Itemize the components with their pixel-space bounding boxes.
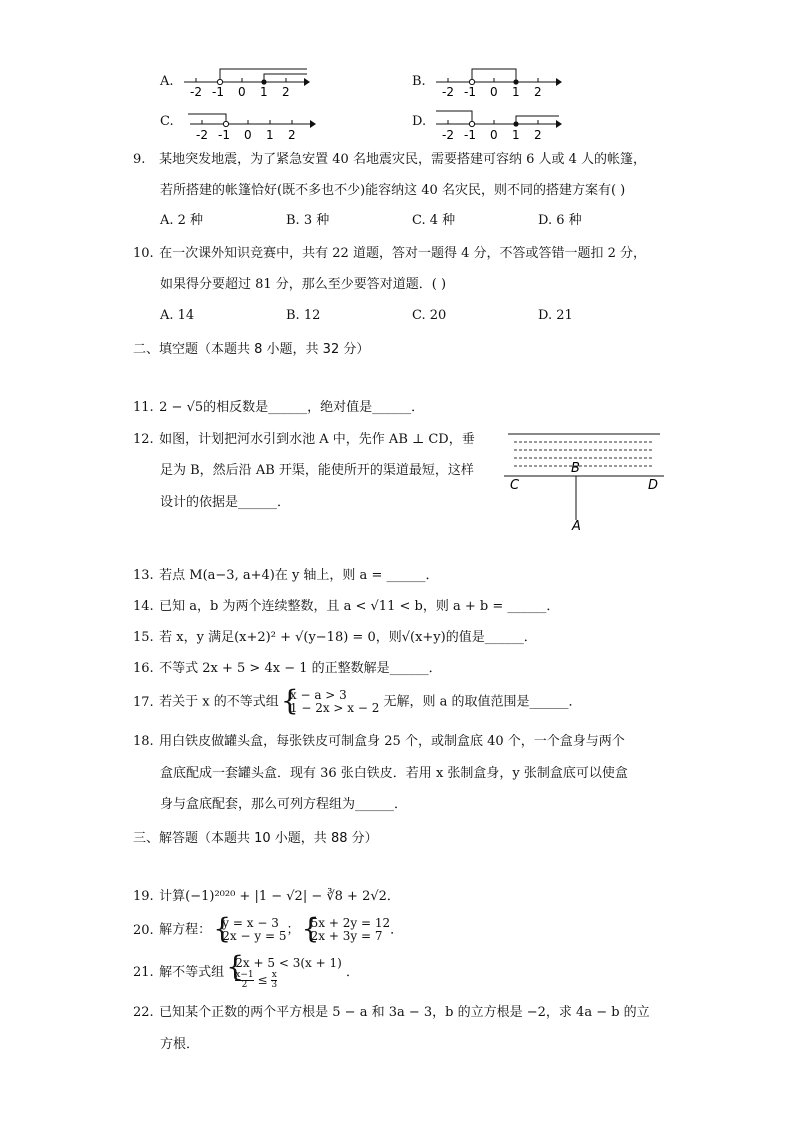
question-text: 如图，计划把河水引到水池 A 中，先作 AB ⊥ CD，垂 [159, 432, 475, 447]
question-number: 9. [133, 152, 146, 167]
question-number: 10. [133, 246, 154, 261]
question-number: 13. [133, 568, 154, 583]
system-line: 2x − y = 5 [222, 929, 287, 943]
question-16 [133, 660, 442, 678]
question-11 [133, 399, 424, 417]
tick-label: 1 [260, 85, 268, 99]
tick-label: 2 [534, 85, 542, 99]
option-label: D. [412, 114, 427, 129]
system-line: { 2x + 5 < 3(x + 1) [235, 956, 342, 970]
option-label: C. [160, 114, 174, 129]
question-text: 不等式 2x + 5 > 4x − 1 的正整数解是______． [159, 661, 442, 676]
tick-label: -2 [442, 128, 454, 142]
tick-label: -1 [464, 128, 476, 142]
question-19 [133, 888, 400, 906]
equation-system-1 [215, 917, 286, 943]
fraction [271, 971, 277, 990]
question-number: 12. [133, 432, 154, 447]
question-number: 19. [133, 889, 154, 904]
point-d-label: D [648, 478, 659, 493]
question-number: 18. [133, 734, 154, 749]
q10-option-a[interactable]: A. 14 [160, 308, 195, 323]
question-12 [133, 431, 475, 449]
question-text: 用白铁皮做罐头盒，每张铁皮可制盒身 25 个，或制盒底 40 个，一个盒身与两个 [159, 734, 625, 749]
question-text-pre: 若关于 x 的不等式组 [159, 694, 279, 710]
question-number: 14. [133, 599, 154, 614]
question-text-pre: 解方程： [159, 922, 212, 938]
system-line-2 [235, 971, 342, 990]
option-label: B. [412, 74, 426, 89]
q10-option-d[interactable]: D. 21 [538, 308, 573, 323]
tick-label: 1 [512, 85, 520, 99]
q10-option-b[interactable]: B. 12 [286, 308, 321, 323]
fraction-top: x [271, 970, 277, 980]
inequality-system [283, 689, 380, 715]
tick-label: -2 [442, 85, 454, 99]
system-line: 2x + 3y = 7 [310, 929, 383, 943]
le-sign: ≤ [257, 973, 268, 987]
equation-system-2 [304, 917, 390, 943]
fraction-bottom: 2 [241, 980, 248, 990]
number-line-d [434, 106, 584, 146]
question-9-line2: 若所搭建的帐篷恰好(既不多也不少)能容纳这 40 名灾民，则不同的搭建方案有( ) [160, 183, 626, 198]
q9-option-c[interactable]: C. 4 种 [412, 213, 456, 228]
q9-option-a[interactable]: A. 2 种 [160, 213, 204, 228]
question-9 [133, 151, 646, 169]
river-diagram [500, 428, 670, 533]
fraction-top: x−1 [235, 970, 254, 980]
point-b-label: B [571, 461, 580, 476]
question-text: 已知某个正数的两个平方根是 5 − a 和 3a − 3，b 的立方根是 −2，求 4a − b 的立 [159, 1005, 650, 1020]
inequality-system [228, 955, 342, 990]
number-line-b [434, 64, 584, 104]
question-12-line2: 足为 B，然后沿 AB 开渠，能使所开的渠道最短，这样 [160, 463, 474, 478]
question-text: 计算(−1)²⁰²⁰ + |1 − √2| − ∛8 + 2√2． [159, 889, 400, 904]
question-text-pre: 解不等式组 [159, 965, 225, 980]
number-line-a [182, 64, 332, 104]
tick-label: 2 [288, 128, 296, 142]
question-number: 17. [133, 694, 154, 710]
q9-option-d[interactable]: D. 6 种 [538, 213, 582, 228]
system-line: 1 − 2x > x − 2 [289, 701, 380, 715]
system-line: { 5x + 2y = 12 [310, 916, 391, 930]
question-text: 若 x，y 满足(x+2)² + √(y−18) = 0，则√(x+y)的值是______． [159, 630, 537, 645]
question-number: 20. [133, 922, 154, 938]
tick-label: 0 [244, 128, 252, 142]
question-15 [133, 629, 537, 647]
tick-label: -2 [190, 85, 202, 99]
tick-label: 1 [512, 128, 520, 142]
question-10-line2: 如果得分要超过 81 分，那么至少要答对道题．( ) [160, 277, 447, 292]
question-20 [133, 917, 403, 943]
question-text: 某地突发地震，为了紧急安置 40 名地震灾民，需要搭建可容纳 6 人或 4 人的帐篷， [159, 152, 647, 167]
tick-label: -2 [196, 128, 208, 142]
question-12-line3: 设计的依据是______． [160, 495, 291, 510]
question-18-line3: 身与盒底配套，那么可列方程组为______． [160, 797, 408, 812]
fraction-bottom: 3 [271, 980, 278, 990]
option-label: A. [160, 74, 174, 89]
tick-label: 2 [282, 85, 290, 99]
point-c-label: C [510, 478, 520, 493]
question-text: 在一次课外知识竞赛中，共有 22 道题，答对一题得 4 分，不答或答错一题扣 2 分， [159, 246, 647, 261]
tick-label: -1 [464, 85, 476, 99]
question-18 [133, 733, 625, 751]
question-21 [133, 955, 359, 990]
separator: ； [286, 922, 300, 938]
fraction [235, 971, 253, 990]
q9-option-b[interactable]: B. 3 种 [286, 213, 330, 228]
tick-label: -1 [218, 128, 230, 142]
question-13 [133, 567, 438, 585]
q10-option-c[interactable]: C. 20 [412, 308, 447, 323]
question-text-post: ． [345, 965, 359, 980]
question-14 [133, 598, 559, 616]
question-text-post: 无解，则 a 的取值范围是______． [383, 694, 582, 710]
question-number: 15. [133, 630, 154, 645]
question-22 [133, 1004, 650, 1022]
section-3-heading: 三、解答题（本题共 10 小题，共 88 分） [133, 831, 378, 846]
question-text: 已知 a，b 为两个连续整数，且 a < √11 < b，则 a + b = ______． [159, 599, 560, 614]
question-text-post: ． [390, 922, 404, 938]
question-17 [133, 689, 582, 715]
tick-label: -1 [212, 85, 224, 99]
point-a-label: A [572, 519, 581, 533]
system-line: { y = x − 3 [222, 916, 279, 930]
question-10 [133, 245, 646, 263]
section-2-heading: 二、填空题（本题共 8 小题，共 32 分） [133, 342, 370, 357]
question-text: 的相反数是______，绝对值是______． [203, 400, 425, 415]
question-18-line2: 盒底配成一套罐头盒．现有 36 张白铁皮．若用 x 张制盒身，y 张制盒底可以使盒 [160, 766, 628, 781]
math-expression: 2 − √5 [159, 400, 204, 415]
tick-label: 0 [238, 85, 246, 99]
tick-label: 0 [490, 128, 498, 142]
question-number: 21. [133, 965, 154, 980]
system-line: { x − a > 3 [289, 688, 347, 702]
question-number: 11. [133, 400, 154, 415]
tick-label: 1 [266, 128, 274, 142]
question-22-line2: 方根． [160, 1037, 200, 1052]
question-text: 若点 M(a−3, a+4)在 y 轴上，则 a = ______． [159, 568, 439, 583]
number-line-c [188, 106, 348, 146]
question-number: 22. [133, 1005, 154, 1020]
tick-label: 2 [534, 128, 542, 142]
tick-label: 0 [490, 85, 498, 99]
question-number: 16. [133, 661, 154, 676]
